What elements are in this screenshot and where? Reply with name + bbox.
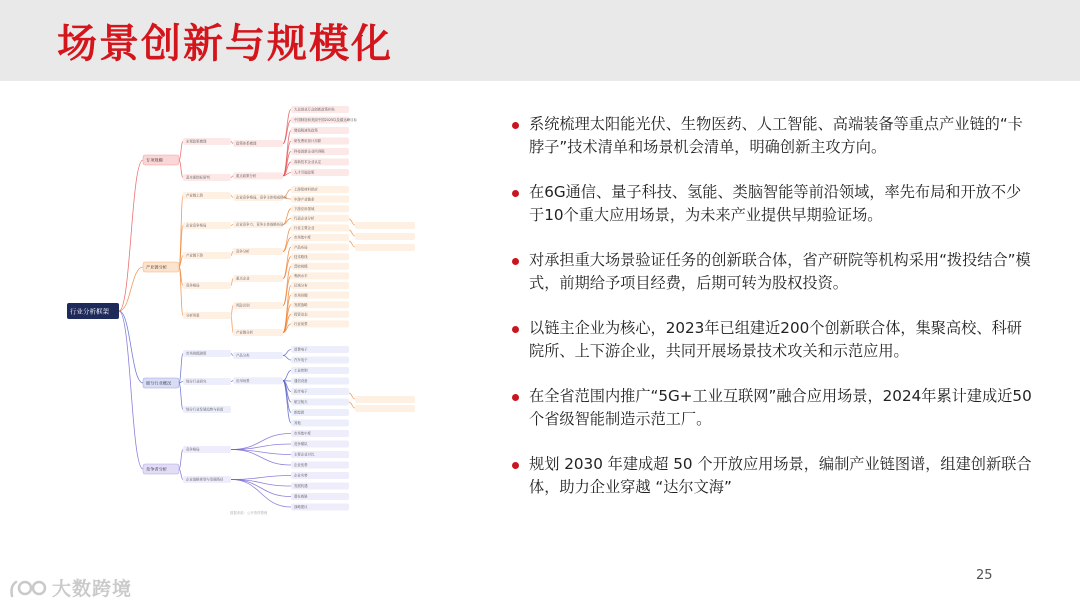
mindmap-connector: [231, 196, 233, 198]
watermark-logo-icon: [8, 576, 48, 600]
mindmap-leaf-label: 市场集中度: [294, 235, 311, 240]
mindmap-leaf-label: 人才引进政策: [294, 170, 315, 175]
mindmap-branch-label: 产业链分析: [146, 264, 167, 270]
mindmap-connector: [283, 276, 291, 306]
mindmap-connector: [231, 381, 233, 382]
mindmap-sub-label: 竞争分析: [236, 249, 250, 254]
bullet-item: [512, 453, 1032, 499]
mindmap-sub-label: 产业链分析: [236, 330, 253, 335]
mindmap-leaf-label: 高新技术企业认定: [294, 160, 322, 165]
mindmap-leaf-label: 下游应用领域: [294, 206, 315, 211]
mindmap-connector: [231, 142, 233, 144]
mindmap-leaf-label: 新能源: [294, 410, 305, 415]
mindmap-leaf-label: 汽车电子: [294, 358, 308, 363]
mindmap-connector: [283, 141, 291, 176]
mindmap-connector: [231, 354, 233, 356]
mindmap-connector: [231, 176, 233, 178]
mindmap-leaf-label: 市场集中度: [294, 431, 311, 436]
mindmap-child-label: 竞争格局: [186, 447, 200, 452]
mindmap-leaf-label: 产品布局: [294, 245, 308, 250]
mindmap-child-label: 分析场景: [186, 313, 200, 318]
mindmap-connector: [283, 209, 291, 225]
mindmap-sub-label: 企业竞争格局，竞争主体构成情况: [236, 195, 287, 200]
mindmap-leaf-label: 大众创业万众创新政策补贴: [294, 107, 335, 112]
mindmap-connector: [179, 160, 183, 178]
mindmap-sub-label: 重点企业: [236, 276, 250, 281]
mindmap-leaf-label: 发展战略: [294, 302, 308, 307]
mindmap-connector: [179, 142, 183, 161]
mindmap-leaf-label: 利润水平: [294, 274, 308, 279]
mindmap-child-label: 竞争格局: [186, 283, 200, 288]
page-number: 25: [976, 568, 993, 583]
mindmap-leaf-label: 潜在威胁: [294, 494, 308, 499]
mindmap-leaf-label: 营收规模: [294, 264, 308, 269]
mindmap-leaf-label: 科技创新企业所得税: [294, 149, 325, 154]
mindmap-connector: [231, 476, 291, 480]
watermark-text: 大数跨境: [52, 578, 133, 600]
mindmap-leaf-label: 研发费用加计扣除: [294, 139, 322, 144]
mindmap-connector: [119, 311, 143, 383]
bullet-text: 以链主企业为核心，2023年已组建近200个创新联合体，集聚高校、科研院所、上下游企业，共同开展场景技术攻关和示范应用。: [529, 319, 1022, 360]
bullet-dot-icon: [512, 394, 519, 401]
mindmap-connector: [283, 356, 291, 361]
mindmap-leaf-label: 上游原材料供应: [294, 187, 318, 192]
bullet-text: 在6G通信、量子科技、氢能、类脑智能等前沿领域，率先布局和开放不少于10个重大应用场景，为未来产业提供早期验证场。: [529, 183, 1022, 224]
bullet-item: [512, 113, 1032, 159]
mindmap-leaf-label: 航空航天: [294, 400, 308, 405]
mindmap-connector: [119, 311, 143, 469]
mindmap-leaf-label: 通信设备: [294, 379, 308, 384]
mindmap-leaf-label: 代表企业分析: [294, 216, 315, 221]
mindmap-leaf-label: 主要企业对比: [294, 452, 315, 457]
mindmap-leaf-label: 行业主要企业: [294, 226, 315, 231]
page-title: 场景创新与规模化: [57, 21, 393, 67]
mindmap-connector: [283, 295, 291, 332]
mindmap-sub-label: 产品分类: [236, 353, 250, 358]
mindmap-connector: [283, 350, 291, 356]
mindmap-child-label: 产业链下游: [186, 253, 203, 258]
mindmap-connector: [349, 219, 355, 225]
bullet-text: 对承担重大场景验证任务的创新联合体，省产研院等机构采用“拨投结合”模式，前期给予项目经费，后期可转为股权投资。: [529, 251, 1031, 292]
mindmap-connector: [349, 402, 355, 408]
mindmap-child-label: 企业战略规划与发展路径: [186, 477, 224, 482]
mindmap-diagram: [55, 100, 455, 520]
mindmap-branch-label: 细分行业概况: [146, 380, 172, 386]
bullet-dot-icon: [512, 122, 519, 129]
mindmap-connector: [119, 267, 143, 311]
mindmap-connector: [283, 110, 291, 144]
mindmap-sub-label: 风险识别: [236, 303, 250, 308]
mindmap-leaf-label: 消费电子: [294, 347, 308, 352]
mindmap-detail-node: [355, 405, 415, 412]
mindmap-leaf-label: 其他: [294, 421, 301, 426]
mindmap-connector: [283, 266, 291, 305]
mindmap-sub-label: 政策体系梳理: [236, 141, 257, 146]
bullet-text: 在全省范围内推广“5G+工业互联网”融合应用场景，2024年累计建成近50个省级智能制造示范工厂。: [529, 387, 1032, 428]
bullet-dot-icon: [512, 326, 519, 333]
mindmap-leaf-label: 中游产业链条: [294, 197, 315, 202]
mindmap-child-label: 企业竞争格局: [186, 223, 207, 228]
mindmap-leaf-label: 增值税减免政策: [294, 128, 318, 133]
mindmap-connector: [349, 393, 355, 399]
mindmap-connector: [231, 480, 291, 508]
mindmap-leaf-label: 工业控制: [294, 368, 308, 373]
bullet-text: 系统梳理太阳能光伏、生物医药、人工智能、高端装备等重点产业链的“卡脖子”技术清单和场景机会清单，明确创新主攻方向。: [529, 115, 1023, 156]
mindmap-leaf-label: 竞争梯队: [294, 442, 308, 447]
mindmap-child-label: 细分行业研究: [186, 379, 207, 384]
mindmap-sub-label: 重点政策分析: [236, 174, 257, 179]
mindmap-child-label: 基本面指标研判: [186, 175, 210, 180]
mindmap-connector: [231, 225, 233, 226]
mindmap-leaf-label: 中国制造和美丽中国2025以及碳达峰目标: [294, 118, 357, 123]
bullet-dot-icon: [512, 462, 519, 469]
mindmap-connector: [231, 480, 291, 497]
mindmap-connector: [231, 279, 233, 286]
bullet-dot-icon: [512, 190, 519, 197]
mindmap-leaf-label: 企业优势: [294, 463, 308, 468]
mindmap-leaf-label: 医疗电子: [294, 389, 308, 394]
mindmap-leaf-label: 市场份额: [294, 293, 308, 298]
mindmap-leaf-label: 战略建议: [294, 505, 308, 510]
bullet-item: [512, 181, 1032, 227]
mindmap-sub-label: 应用场景: [236, 378, 250, 383]
mindmap-leaf-label: 技术路线: [294, 254, 308, 259]
mindmap-connector: [179, 383, 183, 410]
mindmap-child-label: 产业链上游: [186, 193, 203, 198]
mindmap-child-label: 宏观政策梳理: [186, 139, 207, 144]
mindmap-root-label: 行业分析框架: [70, 307, 109, 316]
mindmap-branch-label: 竞争者分析: [146, 466, 167, 472]
mindmap-leaf-label: 区域分布: [294, 283, 308, 288]
mindmap-leaf-label: 投资动态: [294, 312, 308, 317]
mindmap-connector: [231, 252, 233, 256]
bullet-list: [512, 113, 1032, 521]
mindmap-connector: [179, 469, 183, 480]
bullet-item: [512, 249, 1032, 295]
mindmap-detail-node: [355, 396, 415, 403]
mindmap-leaf-label: 企业劣势: [294, 473, 308, 478]
mindmap-footer-note: 数据来源：公开资料整理: [230, 511, 268, 515]
bullet-dot-icon: [512, 258, 519, 265]
mindmap-connector: [349, 241, 355, 247]
mindmap-connector: [179, 354, 183, 384]
mindmap-child-label: 细分行业发展趋势与前景: [186, 407, 224, 412]
mindmap-connector: [231, 316, 233, 333]
mindmap-branch-label: 专项规模: [146, 157, 163, 163]
mindmap-connector: [179, 450, 183, 470]
bullet-text: 规划 2030 年建成超 50 个开放应用场景，编制产业链图谱，组建创新联合体，助力企业穿越 “达尔文海”: [529, 455, 1032, 496]
bullet-item: [512, 385, 1032, 431]
mindmap-leaf-label: 行业前景: [294, 322, 308, 327]
mindmap-detail-node: [355, 222, 415, 229]
bullet-item: [512, 317, 1032, 363]
mindmap-connector: [283, 247, 291, 278]
mindmap-connector: [231, 306, 233, 316]
mindmap-connector: [349, 230, 355, 236]
mindmap-child-label: 市场规模测算: [186, 351, 207, 356]
mindmap-leaf-label: 发展机遇: [294, 484, 308, 489]
mindmap-connector: [283, 371, 291, 381]
watermark: [8, 574, 132, 601]
mindmap-detail-node: [355, 233, 415, 240]
mindmap-detail-node: [355, 244, 415, 251]
mindmap-sub-label: 企业竞争力，竞争主体战略布局: [236, 222, 284, 227]
